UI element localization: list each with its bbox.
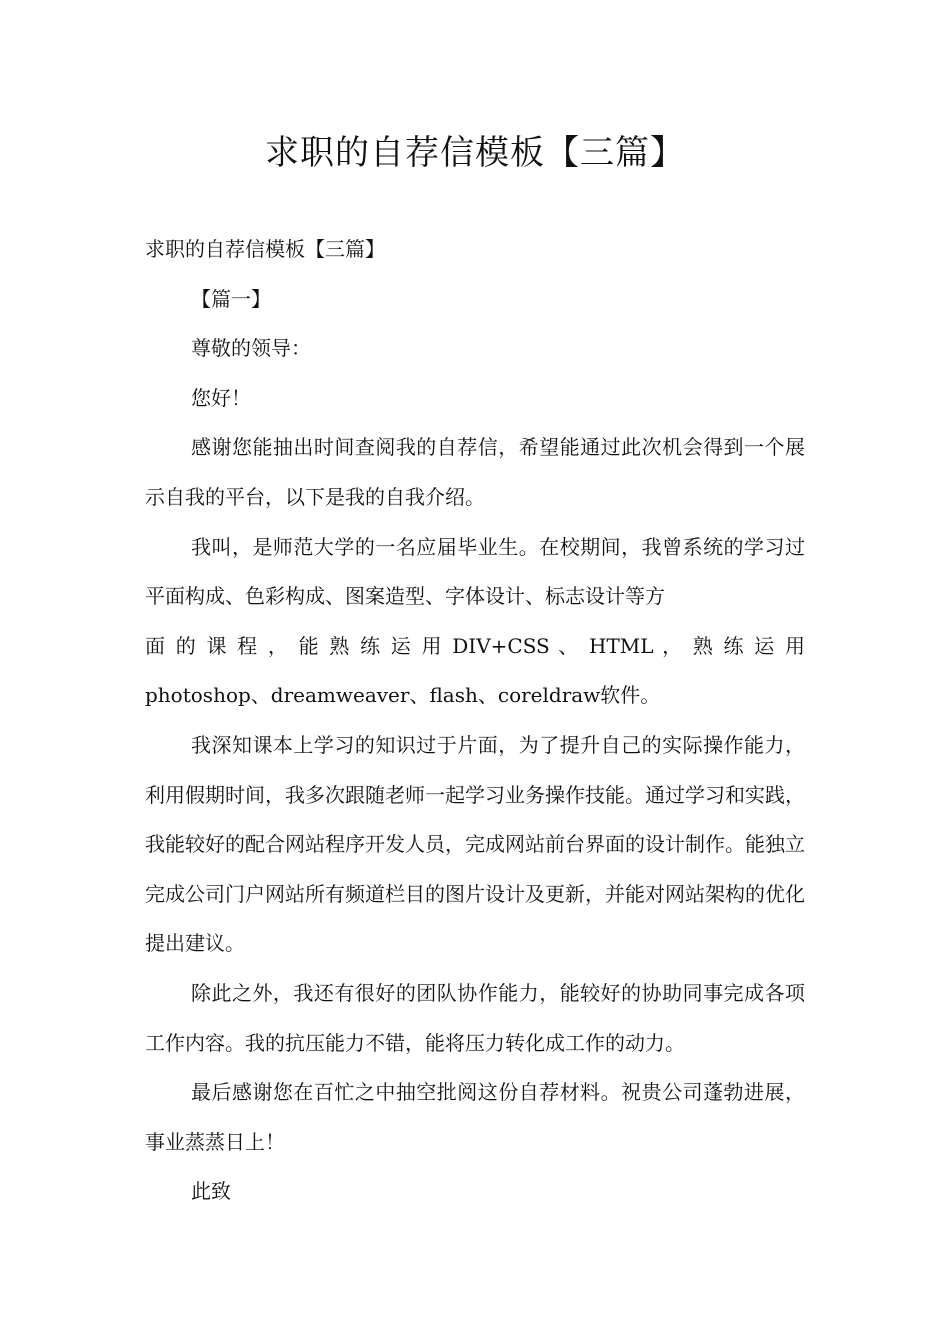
paragraph-intro-software: photoshop、dreamweaver、flash、coreldraw软件。: [145, 683, 661, 708]
salutation: 尊敬的领导：: [191, 336, 311, 361]
paragraph-teamwork: 除此之外，我还有很好的团队协作能力，能较好的协助同事完成各项工作内容。我的抗压能力不错，能将压力转化成工作的动力。: [145, 980, 805, 1055]
document-title: 求职的自荐信模板【三篇】: [265, 133, 685, 173]
paragraph-intro: 我叫，是师范大学的一名应届毕业生。在校期间，我曾系统的学习过平面构成、色彩构成、图案造型、字体设计、标志设计等方: [145, 534, 805, 609]
document-subtitle: 求职的自荐信模板【三篇】: [145, 237, 385, 261]
paragraph-practice: 我深知课本上学习的知识过于片面，为了提升自己的实际操作能力，利用假期时间，我多次跟随老师一起学习业务操作技能。通过学习和实践，我能较好的配合网站程序开发人员，完成网站前台界面的设计制作。能独立完成公司门户网站所有频道栏目的图片设计及更新，并能对网站架构的优化提出建议。: [145, 732, 805, 956]
paragraph-thanks: 感谢您能抽出时间查阅我的自荐信，希望能通过此次机会得到一个展示自我的平台，以下是我的自我介绍。: [145, 435, 805, 509]
paragraph-intro-skills: 面 的 课 程 ， 能 熟 练 运 用 DIV+CSS 、 HTML ， 熟 练 运 用: [145, 633, 805, 658]
section-label: 【篇一】: [191, 286, 271, 311]
paragraph-closing-thanks: 最后感谢您在百忙之中抽空批阅这份自荐材料。祝贵公司蓬勃进展，事业蒸蒸日上！: [145, 1080, 805, 1154]
greeting: 您好！: [191, 385, 251, 410]
document-body: [145, 225, 805, 1217]
closing-phrase: 此致: [191, 1179, 231, 1204]
